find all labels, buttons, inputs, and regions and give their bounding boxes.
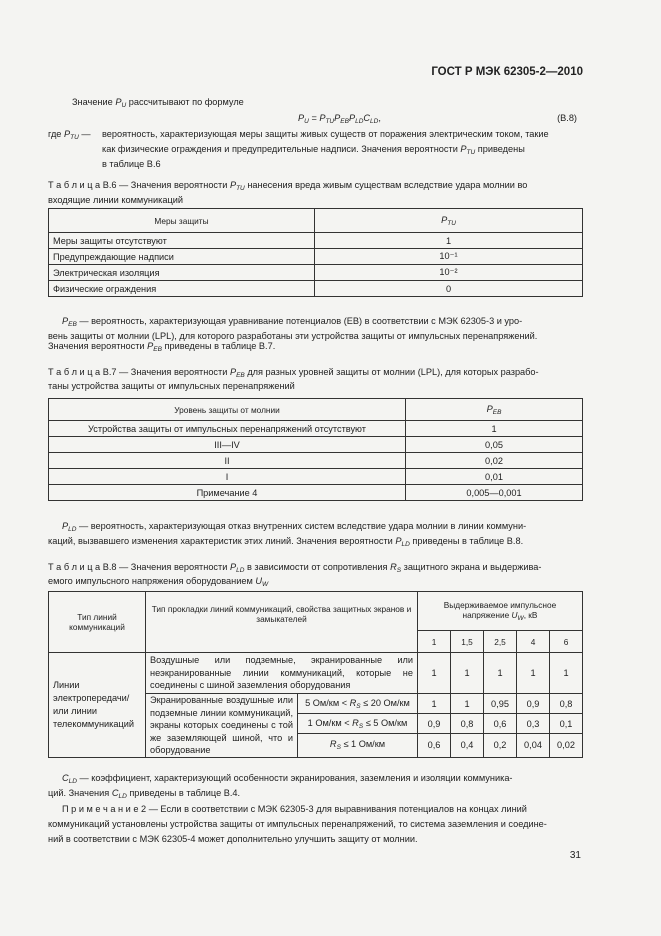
table7-caption: Т а б л и ц а B.7 — Значения вероятности $P_{EB}$ для разных уровней защиты от молнии (LPL), для которых разрабо- (48, 367, 539, 379)
pld-line-2: каций, вызвавшего изменения характеристик этих линий. Значения вероятности $P_{LD}$ приведены в таблице B.8. (48, 536, 524, 548)
table-b8 (48, 591, 583, 758)
table8-header-voltage-a: Выдерживаемое импульсное (443, 600, 557, 610)
where-line-2-text: как физические ограждения и предупредительные надписи. Значения вероятности (102, 144, 458, 154)
cld-text-2a: ций. Значения (48, 788, 110, 798)
table7-cell: 1 (406, 421, 583, 437)
table8-cell: 1 (418, 653, 451, 694)
table8-voltage-1: 1 (418, 631, 451, 653)
table8-header-voltage-b: напряжение (462, 610, 510, 620)
table8-row2-desc: Экранированные воздушные или подземные линии коммуникаций, экраны которых соединены с той же заземляющей шиной, что и оборудование (146, 694, 298, 758)
cld-text-2b: приведены в таблице B.4. (129, 788, 241, 798)
table6-cell: 1 (315, 233, 583, 249)
peb-line-2: вень защиты от молнии (LPL), для которого разработаны эти устройства защиты от импульсных перенапряжений. (48, 331, 538, 341)
table8-cell: 0,4 (451, 734, 484, 757)
table-row (49, 249, 583, 265)
table-row (49, 437, 583, 453)
table7-cell: Устройства защиты от импульсных перенапряжений отсутствуют (49, 421, 406, 437)
table-row (49, 485, 583, 501)
pld-text-1: — вероятность, характеризующая отказ внутренних систем вследствие удара молнии в линии коммуни- (79, 521, 527, 531)
cld-text-1: — коэффициент, характеризующий особенности экранирования, заземления и изоляции коммуника- (79, 773, 513, 783)
table8-voltage-4: 4 (517, 631, 550, 653)
table8-cell: 1 (418, 694, 451, 714)
table-b7 (48, 398, 583, 501)
note-line-2: коммуникаций установлены устройства защиты от импульсных перенапряжений, то система заземления и соедине- (48, 819, 547, 829)
table8-cell: 0,9 (418, 714, 451, 734)
table6-caption-suffix: нанесения вреда живым существам вследствие удара молнии во (247, 180, 528, 190)
table7-cell: Примечание 4 (49, 485, 406, 501)
table8-cell: 0,95 (484, 694, 517, 714)
table6-cell: Электрическая изоляция (49, 265, 315, 281)
table-row (49, 281, 583, 297)
table8-caption-line2: емого импульсного напряжения оборудованием $U_W$ (48, 576, 269, 588)
table6-cell: Предупреждающие надписи (49, 249, 315, 265)
cld-line-1: $C_{LD}$ — коэффициент, характеризующий особенности экранирования, заземления и изоляции коммуника- (62, 773, 513, 785)
table7-col2-header: $P_{EB}$ (406, 399, 583, 421)
peb-text-3b: приведены в таблице B.7. (164, 341, 276, 351)
table6-cell: Меры защиты отсутствуют (49, 233, 315, 249)
where-line-2: как физические ограждения и предупредительные надписи. Значения вероятности $P_{TU}$ приведены (102, 144, 525, 156)
pld-text-2a: каций, вызвавшего изменения характеристик этих линий. Значения вероятности (48, 536, 393, 546)
table6-col1-header: Меры защиты (49, 209, 315, 233)
table-row (49, 265, 583, 281)
where-line-3: в таблице B.6 (102, 159, 161, 169)
formula-number: (B.8) (557, 113, 577, 123)
table8-caption: Т а б л и ц а B.8 — Значения вероятности $P_{LD}$ в зависимости от сопротивления $R_S$ защитного экрана и выдержива- (48, 562, 542, 574)
table6-caption-prefix: Т а б л и ц а B.6 — Значения вероятности (48, 180, 228, 190)
table-row (49, 653, 583, 694)
table8-voltage-2-5: 2,5 (484, 631, 517, 653)
table8-header-type: Тип линий коммуникаций (49, 592, 146, 653)
table7-caption-prefix: Т а б л и ц а B.7 — Значения вероятности (48, 367, 228, 377)
note-line-1 (48, 802, 588, 817)
table7-cell: 0,05 (406, 437, 583, 453)
document-header: ГОСТ Р МЭК 62305-2—2010 (431, 66, 583, 78)
table8-cell: 0,8 (550, 694, 583, 714)
table8-cell: 1 (451, 694, 484, 714)
table8-header-voltage-c: , кВ (523, 610, 538, 620)
pld-text-2b: приведены в таблице B.8. (412, 536, 524, 546)
table6-cell: 0 (315, 281, 583, 297)
table8-cell: 1 (550, 653, 583, 694)
note-line-3: ний в соответствии с МЭК 62305-4 может дополнительно улучшить защиту от молнии. (48, 834, 418, 844)
table7-caption-line2: таны устройства защиты от импульсных перенапряжений (48, 381, 295, 391)
table7-cell: 0,01 (406, 469, 583, 485)
table7-cell: I (49, 469, 406, 485)
table-row (49, 469, 583, 485)
table8-cell: 0,3 (517, 714, 550, 734)
table7-cell: II (49, 453, 406, 469)
peb-line-1: $P_{EB}$ — вероятность, характеризующая уравнивание потенциалов (ЕВ) в соответствии с МЭК 62305-3 и уро- (62, 316, 523, 328)
table-b6 (48, 208, 583, 297)
table8-line-type: Линии электропередачи/или линии телекоммуникаций (49, 653, 146, 758)
where-line-2-end: приведены (477, 144, 525, 154)
table8-row1-desc: Воздушные или подземные, экранированные или неэкранированные линии коммуникаций, которые не соединены с шиной заземления оборудования (146, 653, 418, 694)
pld-line-1: $P_{LD}$ — вероятность, характеризующая отказ внутренних систем вследствие удара молнии в линии коммуни- (62, 521, 527, 533)
intro-text-b: рассчитывают по формуле (128, 97, 244, 107)
peb-line-3: Значения вероятности $P_{EB}$ приведены в таблице B.7. (48, 341, 276, 353)
table8-cond-2: 1 $Ом/км < R_S \le 5$ Ом/км (298, 714, 418, 734)
formula: $P_U = P_{TU}P_{EB}P_{LD}C_{LD}$, (298, 113, 381, 125)
table8-cell: 0,8 (451, 714, 484, 734)
table8-cell: 0,1 (550, 714, 583, 734)
table7-caption-suffix: для разных уровней защиты от молнии (LPL), для которых разрабо- (247, 367, 539, 377)
table8-header-kind: Тип прокладки линий коммуникаций, свойства защитных экранов и замыкателей (146, 592, 418, 653)
table-row (49, 453, 583, 469)
table8-caption-suffix: защитного экрана и выдержива- (403, 562, 542, 572)
where-label: где $P_{TU}$ — (48, 129, 91, 141)
table7-cell: III—IV (49, 437, 406, 453)
table-row (49, 421, 583, 437)
table-row (49, 233, 583, 249)
table8-cond-1: 5 $Ом/км < R_S \le 20$ Ом/км (298, 694, 418, 714)
table6-caption: Т а б л и ц а B.6 — Значения вероятности $P_{TU}$ нанесения вреда живым существам вследствие удара молнии во (48, 180, 528, 192)
peb-text-1: — вероятность, характеризующая уравнивание потенциалов (ЕВ) в соответствии с МЭК 62305-3 и уро- (79, 316, 523, 326)
table8-caption-mid: в зависимости от сопротивления (246, 562, 388, 572)
table7-cell: 0,005—0,001 (406, 485, 583, 501)
table8-header-voltage: Выдерживаемое импульсное напряжение $U_W$, кВ (418, 592, 583, 631)
table8-cell: 0,04 (517, 734, 550, 757)
table7-col1-header: Уровень защиты от молнии (49, 399, 406, 421)
page-number: 31 (569, 850, 581, 861)
table8-voltage-6: 6 (550, 631, 583, 653)
table8-caption-prefix: Т а б л и ц а B.8 — Значения вероятности (48, 562, 228, 572)
table8-cell: 1 (484, 653, 517, 694)
table8-cell: 0,6 (484, 714, 517, 734)
table6-caption-line2: входящие линии коммуникаций (48, 195, 183, 205)
table7-cell: 0,02 (406, 453, 583, 469)
table6-cell: 10⁻² (315, 265, 583, 281)
where-line-1: вероятность, характеризующая меры защиты живых существ от поражения электрическим током, такие (102, 129, 549, 139)
table8-cond-3: $R_S \le 1$ Ом/км (298, 734, 418, 757)
intro-text-a: Значение (72, 97, 113, 107)
cld-line-2: ций. Значения $C_{LD}$ приведены в таблице B.4. (48, 788, 241, 800)
table6-cell: Физические ограждения (49, 281, 315, 297)
table6-cell: 10⁻¹ (315, 249, 583, 265)
table8-cell: 0,9 (517, 694, 550, 714)
table8-cell: 0,02 (550, 734, 583, 757)
table8-cell: 0,6 (418, 734, 451, 757)
table8-cell: 0,2 (484, 734, 517, 757)
peb-text-3a: Значения вероятности (48, 341, 145, 351)
table8-cell: 1 (517, 653, 550, 694)
table8-caption-line2-text: емого импульсного напряжения оборудованием (48, 576, 253, 586)
note-label: П р и м е ч а н и е 2 (62, 804, 147, 814)
table6-col2-header: $P_{TU}$ (315, 209, 583, 233)
intro-line: Значение $P_U$ рассчитывают по формуле (72, 97, 244, 109)
table8-voltage-1-5: 1,5 (451, 631, 484, 653)
table8-cell: 1 (451, 653, 484, 694)
note-text-1: — Если в соответствии с МЭК 62305-3 для выравнивания потенциалов на концах линий (148, 804, 527, 814)
